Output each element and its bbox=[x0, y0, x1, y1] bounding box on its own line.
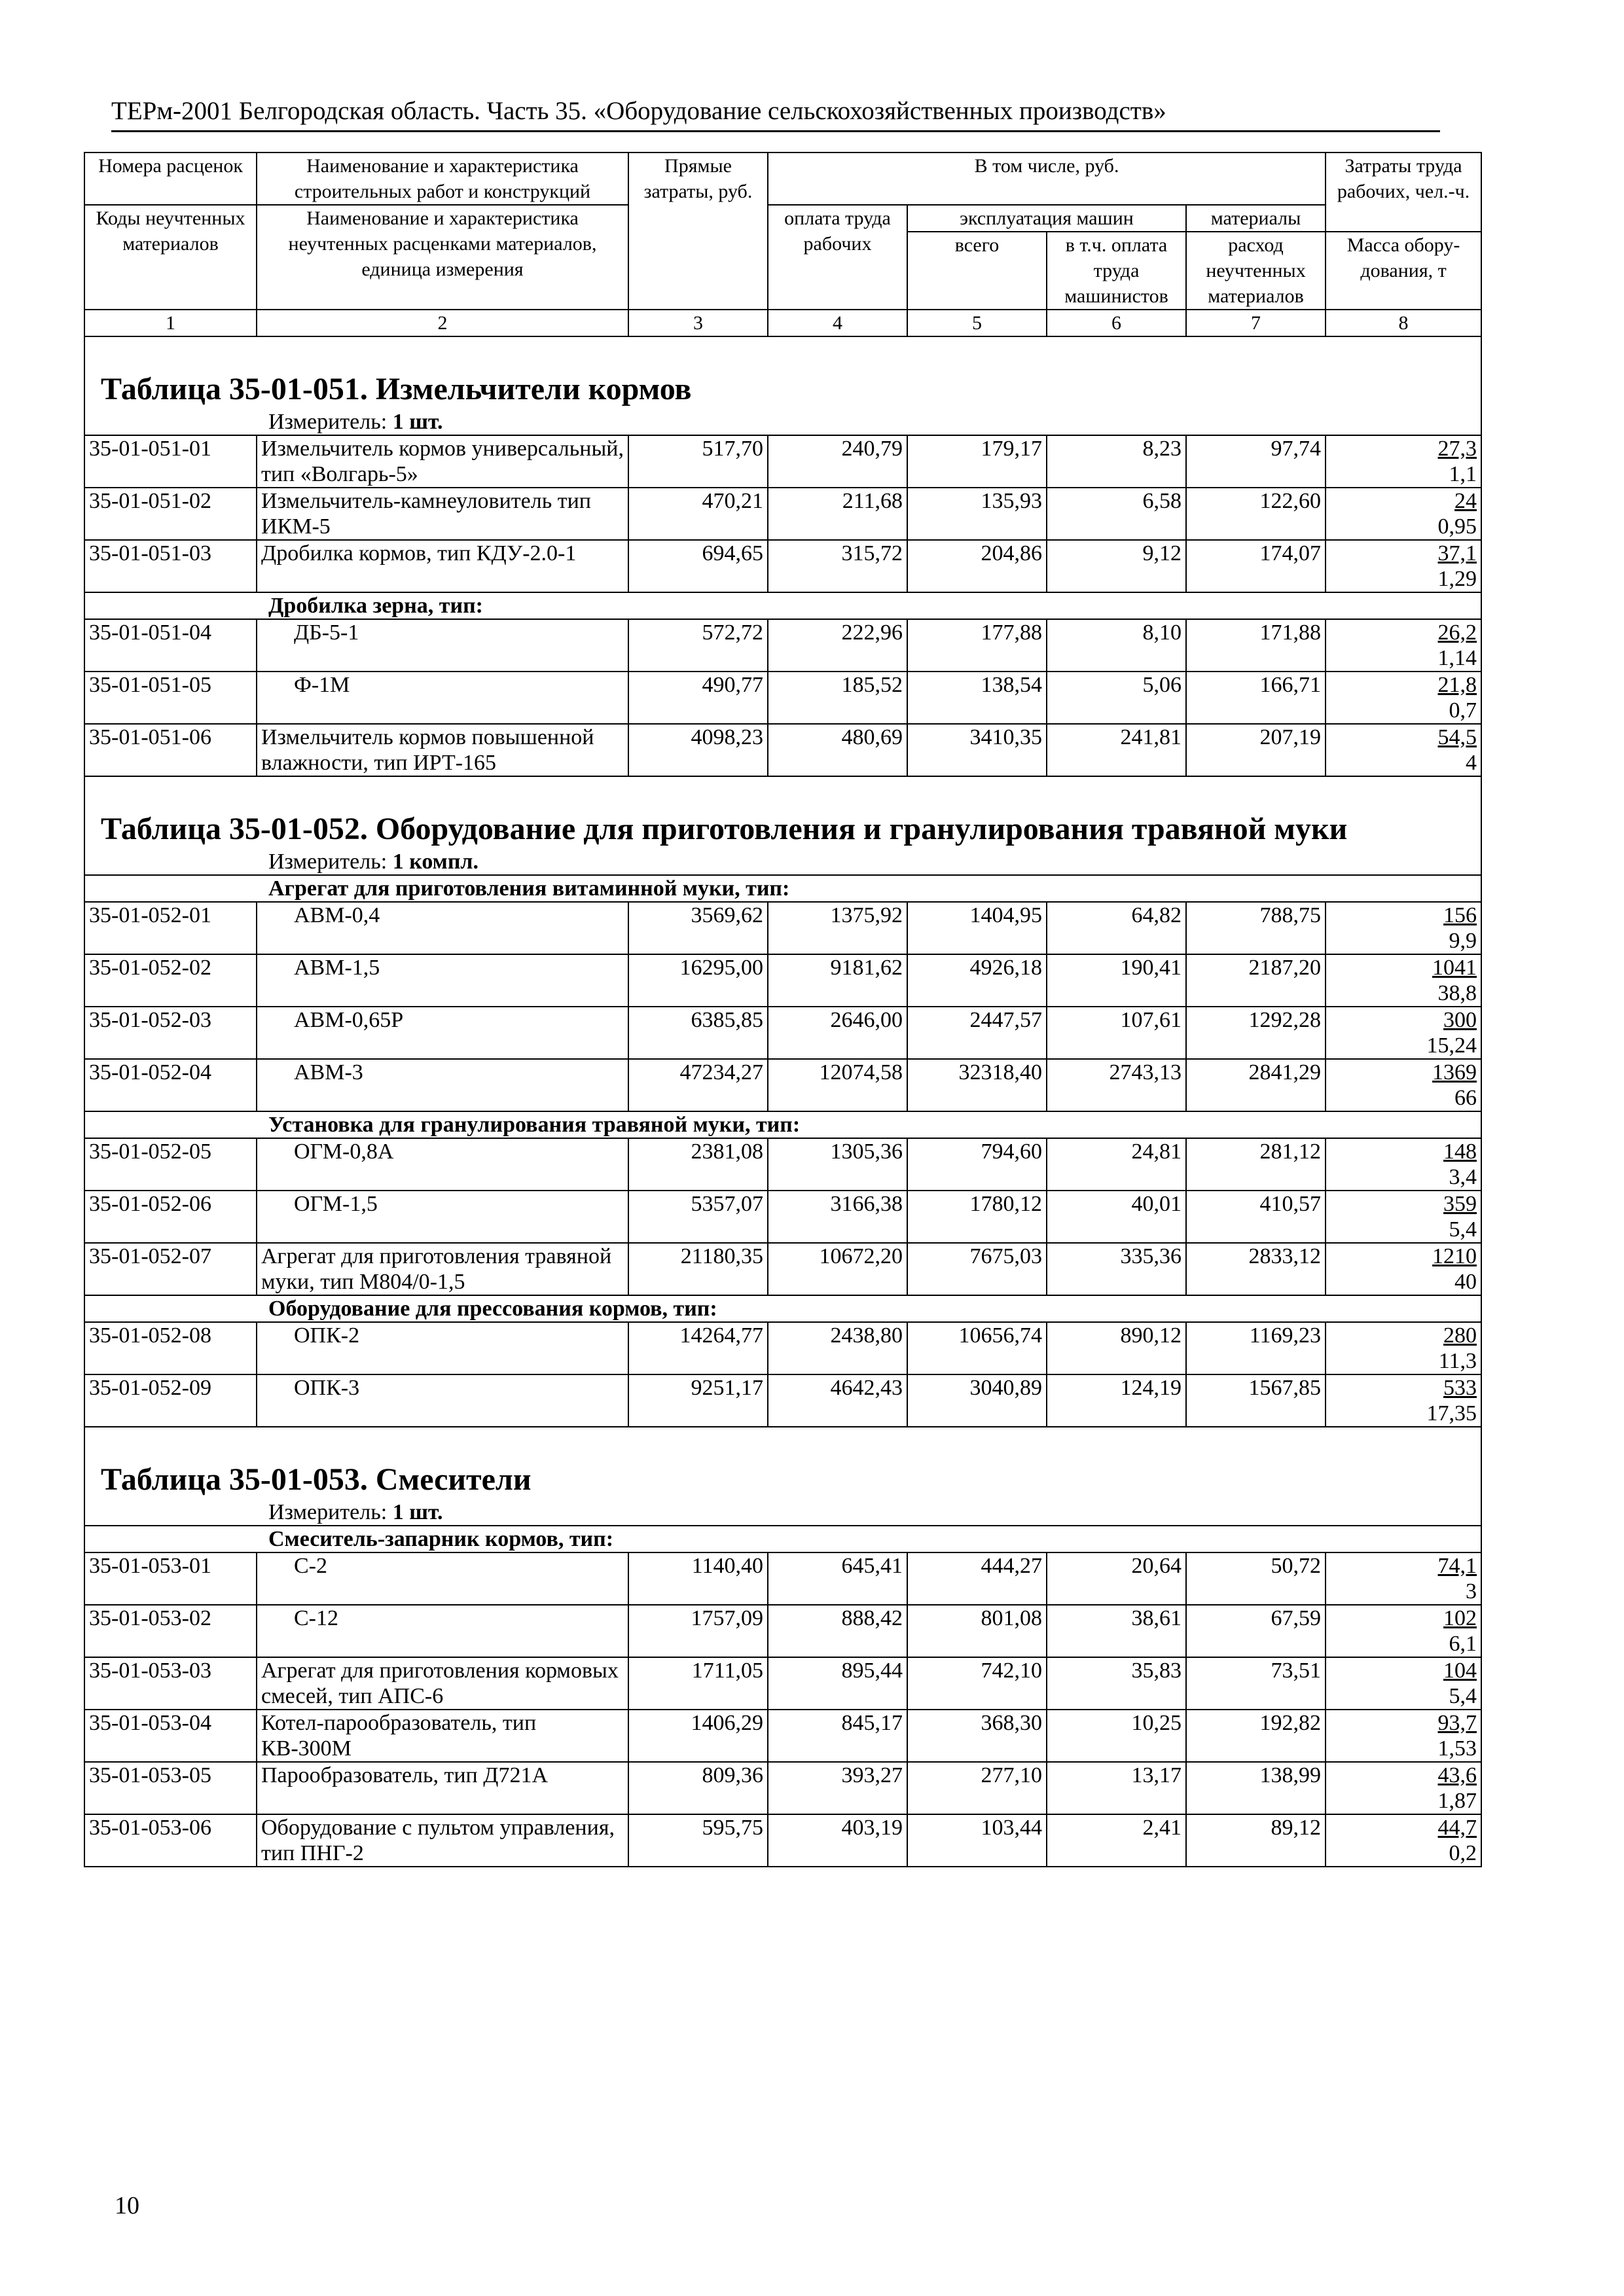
direct-costs: 16295,00 bbox=[628, 954, 768, 1007]
direct-costs: 1406,29 bbox=[628, 1710, 768, 1762]
rate-code: 35-01-053-03 bbox=[84, 1657, 257, 1710]
item-name: ОГМ-0,8А bbox=[257, 1138, 628, 1191]
machines-total: 742,10 bbox=[907, 1657, 1047, 1710]
item-name: АВМ-1,5 bbox=[257, 954, 628, 1007]
machines-total: 3040,89 bbox=[907, 1374, 1047, 1427]
table-row bbox=[84, 1552, 1481, 1605]
labor-and-mass bbox=[1326, 1243, 1481, 1295]
table-row bbox=[84, 435, 1481, 488]
item-name: С-2 bbox=[257, 1552, 628, 1605]
materials-cost: 1169,23 bbox=[1186, 1322, 1326, 1374]
col-materials-header: материалы bbox=[1186, 205, 1326, 232]
table-row bbox=[84, 954, 1481, 1007]
materials-cost: 207,19 bbox=[1186, 724, 1326, 776]
table-row bbox=[84, 1138, 1481, 1191]
col-unaccounted-materials-header: расход неучтенных материалов bbox=[1186, 232, 1326, 310]
labor-hours: 27,3 bbox=[1437, 437, 1477, 461]
item-name: Агрегат для приготовления кормовых смесей, тип АПС-6 bbox=[257, 1657, 628, 1710]
col-number: 4 bbox=[768, 310, 907, 336]
operator-pay: 6,58 bbox=[1047, 488, 1186, 540]
worker-pay: 1305,36 bbox=[768, 1138, 907, 1191]
labor-hours: 74,1 bbox=[1437, 1554, 1477, 1578]
measure-unit bbox=[84, 849, 1481, 875]
rate-code: 35-01-052-05 bbox=[84, 1138, 257, 1191]
labor-hours: 54,5 bbox=[1437, 725, 1477, 749]
item-name: Парообразователь, тип Д721А bbox=[257, 1762, 628, 1814]
worker-pay: 9181,62 bbox=[768, 954, 907, 1007]
rate-code: 35-01-051-05 bbox=[84, 672, 257, 724]
rate-code: 35-01-053-05 bbox=[84, 1762, 257, 1814]
operator-pay: 124,19 bbox=[1047, 1374, 1186, 1427]
equipment-mass: 17,35 bbox=[1426, 1401, 1477, 1426]
materials-cost: 174,07 bbox=[1186, 540, 1326, 592]
item-name: С-12 bbox=[257, 1605, 628, 1657]
col-material-codes-header: Коды неучтенных материалов bbox=[84, 205, 257, 310]
rate-code: 35-01-052-06 bbox=[84, 1191, 257, 1243]
direct-costs: 2381,08 bbox=[628, 1138, 768, 1191]
labor-hours: 1041 bbox=[1432, 956, 1477, 980]
measure-unit bbox=[84, 1499, 1481, 1526]
machines-total: 794,60 bbox=[907, 1138, 1047, 1191]
direct-costs: 809,36 bbox=[628, 1762, 768, 1814]
labor-and-mass bbox=[1326, 435, 1481, 488]
machines-total: 1780,12 bbox=[907, 1191, 1047, 1243]
group-heading: Агрегат для приготовления витаминной муки, тип: bbox=[84, 875, 1481, 902]
direct-costs: 1757,09 bbox=[628, 1605, 768, 1657]
equipment-mass: 1,87 bbox=[1437, 1789, 1477, 1813]
machines-total: 4926,18 bbox=[907, 954, 1047, 1007]
equipment-mass: 38,8 bbox=[1437, 981, 1477, 1005]
operator-pay: 8,23 bbox=[1047, 435, 1186, 488]
labor-hours: 300 bbox=[1443, 1008, 1477, 1032]
operator-pay: 8,10 bbox=[1047, 619, 1186, 672]
labor-and-mass bbox=[1326, 488, 1481, 540]
labor-hours: 43,6 bbox=[1437, 1763, 1477, 1787]
item-name: АВМ-0,65Р bbox=[257, 1007, 628, 1059]
labor-and-mass bbox=[1326, 1605, 1481, 1657]
item-name: Измельчитель-камнеуловитель тип ИКМ-5 bbox=[257, 488, 628, 540]
rate-code: 35-01-053-04 bbox=[84, 1710, 257, 1762]
labor-and-mass bbox=[1326, 1814, 1481, 1867]
worker-pay: 393,27 bbox=[768, 1762, 907, 1814]
table-title: Таблица 35-01-053. Смесители bbox=[101, 1462, 532, 1497]
operator-pay: 335,36 bbox=[1047, 1243, 1186, 1295]
table-section-title bbox=[84, 776, 1481, 849]
machines-total: 177,88 bbox=[907, 619, 1047, 672]
direct-costs: 6385,85 bbox=[628, 1007, 768, 1059]
labor-hours: 359 bbox=[1443, 1192, 1477, 1216]
col-number: 1 bbox=[84, 310, 257, 336]
table-row bbox=[84, 1191, 1481, 1243]
worker-pay: 10672,20 bbox=[768, 1243, 907, 1295]
operator-pay: 2,41 bbox=[1047, 1814, 1186, 1867]
machines-total: 1404,95 bbox=[907, 902, 1047, 954]
worker-pay: 845,17 bbox=[768, 1710, 907, 1762]
equipment-mass: 1,53 bbox=[1437, 1736, 1477, 1761]
equipment-mass: 0,7 bbox=[1449, 698, 1477, 723]
col-labor-hours-header: Затраты труда рабочих, чел.-ч. bbox=[1326, 152, 1481, 232]
col-equipment-mass-header: Масса обору-дования, т bbox=[1326, 232, 1481, 310]
table-title: Таблица 35-01-051. Измельчители кормов bbox=[101, 372, 692, 406]
item-name: Агрегат для приготовления травяной муки, тип М804/0-1,5 bbox=[257, 1243, 628, 1295]
materials-cost: 166,71 bbox=[1186, 672, 1326, 724]
labor-hours: 156 bbox=[1443, 903, 1477, 927]
rate-code: 35-01-051-02 bbox=[84, 488, 257, 540]
direct-costs: 572,72 bbox=[628, 619, 768, 672]
item-name: ОПК-3 bbox=[257, 1374, 628, 1427]
table-row bbox=[84, 1814, 1481, 1867]
equipment-mass: 40 bbox=[1454, 1270, 1477, 1294]
table-section-title bbox=[84, 1427, 1481, 1499]
equipment-mass: 9,9 bbox=[1449, 929, 1477, 953]
operator-pay: 13,17 bbox=[1047, 1762, 1186, 1814]
equipment-mass: 11,3 bbox=[1438, 1349, 1477, 1373]
materials-cost: 2833,12 bbox=[1186, 1243, 1326, 1295]
worker-pay: 3166,38 bbox=[768, 1191, 907, 1243]
direct-costs: 1711,05 bbox=[628, 1657, 768, 1710]
direct-costs: 470,21 bbox=[628, 488, 768, 540]
labor-and-mass bbox=[1326, 954, 1481, 1007]
materials-cost: 50,72 bbox=[1186, 1552, 1326, 1605]
labor-and-mass bbox=[1326, 1552, 1481, 1605]
col-material-name-header: Наименование и характеристика неучтенных расценками материалов, единица измерения bbox=[257, 205, 628, 310]
operator-pay: 107,61 bbox=[1047, 1007, 1186, 1059]
table-row bbox=[84, 488, 1481, 540]
table-row bbox=[84, 672, 1481, 724]
table-title: Таблица 35-01-052. Оборудование для приготовления и гранулирования травяной муки bbox=[101, 812, 1348, 846]
rate-code: 35-01-052-04 bbox=[84, 1059, 257, 1111]
table-row bbox=[84, 1605, 1481, 1657]
operator-pay: 24,81 bbox=[1047, 1138, 1186, 1191]
rate-code: 35-01-052-03 bbox=[84, 1007, 257, 1059]
equipment-mass: 3,4 bbox=[1449, 1165, 1477, 1189]
col-number: 3 bbox=[628, 310, 768, 336]
table-row bbox=[84, 1657, 1481, 1710]
operator-pay: 35,83 bbox=[1047, 1657, 1186, 1710]
materials-cost: 788,75 bbox=[1186, 902, 1326, 954]
group-heading: Смеситель-запарник кормов, тип: bbox=[84, 1526, 1481, 1552]
direct-costs: 1140,40 bbox=[628, 1552, 768, 1605]
labor-and-mass bbox=[1326, 1322, 1481, 1374]
col-number: 7 bbox=[1186, 310, 1326, 336]
equipment-mass: 5,4 bbox=[1449, 1217, 1477, 1242]
rate-code: 35-01-051-03 bbox=[84, 540, 257, 592]
equipment-mass: 0,95 bbox=[1437, 514, 1477, 539]
worker-pay: 888,42 bbox=[768, 1605, 907, 1657]
labor-hours: 24 bbox=[1454, 489, 1477, 513]
labor-and-mass bbox=[1326, 672, 1481, 724]
labor-and-mass bbox=[1326, 1059, 1481, 1111]
col-machines-total-header: всего bbox=[907, 232, 1047, 310]
operator-pay: 2743,13 bbox=[1047, 1059, 1186, 1111]
equipment-mass: 66 bbox=[1454, 1086, 1477, 1110]
direct-costs: 21180,35 bbox=[628, 1243, 768, 1295]
item-name: Ф-1М bbox=[257, 672, 628, 724]
rate-code: 35-01-053-06 bbox=[84, 1814, 257, 1867]
table-row bbox=[84, 1243, 1481, 1295]
col-number: 2 bbox=[257, 310, 628, 336]
operator-pay: 64,82 bbox=[1047, 902, 1186, 954]
labor-hours: 1369 bbox=[1432, 1060, 1477, 1085]
col-number: 8 bbox=[1326, 310, 1481, 336]
group-heading: Установка для гранулирования травяной муки, тип: bbox=[84, 1111, 1481, 1138]
direct-costs: 14264,77 bbox=[628, 1322, 768, 1374]
worker-pay: 480,69 bbox=[768, 724, 907, 776]
labor-hours: 21,8 bbox=[1437, 673, 1477, 697]
table-row bbox=[84, 724, 1481, 776]
operator-pay: 40,01 bbox=[1047, 1191, 1186, 1243]
labor-hours: 44,7 bbox=[1437, 1816, 1477, 1840]
labor-and-mass bbox=[1326, 1762, 1481, 1814]
measure-unit bbox=[84, 409, 1481, 435]
machines-total: 32318,40 bbox=[907, 1059, 1047, 1111]
direct-costs: 5357,07 bbox=[628, 1191, 768, 1243]
worker-pay: 1375,92 bbox=[768, 902, 907, 954]
equipment-mass: 4 bbox=[1466, 751, 1477, 775]
worker-pay: 211,68 bbox=[768, 488, 907, 540]
labor-hours: 37,1 bbox=[1437, 541, 1477, 565]
labor-and-mass bbox=[1326, 1191, 1481, 1243]
equipment-mass: 15,24 bbox=[1426, 1033, 1477, 1058]
item-name: Котел-парообразователь, тип КВ-300М bbox=[257, 1710, 628, 1762]
operator-pay: 20,64 bbox=[1047, 1552, 1186, 1605]
materials-cost: 281,12 bbox=[1186, 1138, 1326, 1191]
table-section-title bbox=[84, 336, 1481, 409]
equipment-mass: 5,4 bbox=[1449, 1684, 1477, 1708]
materials-cost: 2841,29 bbox=[1186, 1059, 1326, 1111]
direct-costs: 9251,17 bbox=[628, 1374, 768, 1427]
materials-cost: 89,12 bbox=[1186, 1814, 1326, 1867]
labor-and-mass bbox=[1326, 1374, 1481, 1427]
labor-hours: 148 bbox=[1443, 1139, 1477, 1164]
item-name: АВМ-3 bbox=[257, 1059, 628, 1111]
page-number: 10 bbox=[115, 2192, 139, 2219]
labor-and-mass bbox=[1326, 1710, 1481, 1762]
equipment-mass: 1,1 bbox=[1449, 462, 1477, 486]
col-number: 5 bbox=[907, 310, 1047, 336]
item-name: ОПК-2 bbox=[257, 1322, 628, 1374]
item-name: Дробилка кормов, тип КДУ-2.0-1 bbox=[257, 540, 628, 592]
col-number: 6 bbox=[1047, 310, 1186, 336]
rate-code: 35-01-052-01 bbox=[84, 902, 257, 954]
item-name: Оборудование с пультом управления, тип ПНГ-2 bbox=[257, 1814, 628, 1867]
labor-and-mass bbox=[1326, 1657, 1481, 1710]
machines-total: 179,17 bbox=[907, 435, 1047, 488]
rate-code: 35-01-052-02 bbox=[84, 954, 257, 1007]
labor-hours: 104 bbox=[1443, 1659, 1477, 1683]
worker-pay: 895,44 bbox=[768, 1657, 907, 1710]
table-row bbox=[84, 540, 1481, 592]
measure-value: 1 компл. bbox=[392, 850, 479, 874]
rates-table bbox=[84, 152, 1482, 1867]
machines-total: 135,93 bbox=[907, 488, 1047, 540]
col-work-name-header: Наименование и характеристика строительных работ и конструкций bbox=[257, 152, 628, 205]
materials-cost: 410,57 bbox=[1186, 1191, 1326, 1243]
labor-and-mass bbox=[1326, 902, 1481, 954]
measure-value: 1 шт. bbox=[392, 1500, 443, 1524]
table-row bbox=[84, 1059, 1481, 1111]
machines-total: 103,44 bbox=[907, 1814, 1047, 1867]
operator-pay: 5,06 bbox=[1047, 672, 1186, 724]
group-heading: Оборудование для прессования кормов, тип: bbox=[84, 1295, 1481, 1322]
materials-cost: 1567,85 bbox=[1186, 1374, 1326, 1427]
worker-pay: 12074,58 bbox=[768, 1059, 907, 1111]
worker-pay: 222,96 bbox=[768, 619, 907, 672]
materials-cost: 192,82 bbox=[1186, 1710, 1326, 1762]
machines-total: 368,30 bbox=[907, 1710, 1047, 1762]
rate-code: 35-01-051-04 bbox=[84, 619, 257, 672]
item-name: АВМ-0,4 bbox=[257, 902, 628, 954]
rate-code: 35-01-052-09 bbox=[84, 1374, 257, 1427]
labor-hours: 280 bbox=[1443, 1323, 1477, 1348]
materials-cost: 97,74 bbox=[1186, 435, 1326, 488]
operator-pay: 241,81 bbox=[1047, 724, 1186, 776]
table-row bbox=[84, 1710, 1481, 1762]
direct-costs: 47234,27 bbox=[628, 1059, 768, 1111]
col-including-header: В том числе, руб. bbox=[768, 152, 1326, 205]
machines-total: 444,27 bbox=[907, 1552, 1047, 1605]
machines-total: 7675,03 bbox=[907, 1243, 1047, 1295]
worker-pay: 645,41 bbox=[768, 1552, 907, 1605]
machines-total: 3410,35 bbox=[907, 724, 1047, 776]
table-row bbox=[84, 619, 1481, 672]
rate-code: 35-01-053-01 bbox=[84, 1552, 257, 1605]
labor-hours: 102 bbox=[1443, 1606, 1477, 1630]
labor-and-mass bbox=[1326, 1138, 1481, 1191]
labor-hours: 93,7 bbox=[1437, 1711, 1477, 1735]
equipment-mass: 3 bbox=[1466, 1579, 1477, 1604]
col-direct-costs-header: Прямые затраты, руб. bbox=[628, 152, 768, 310]
machines-total: 801,08 bbox=[907, 1605, 1047, 1657]
measure-label: Измеритель: bbox=[268, 850, 388, 874]
machines-total: 277,10 bbox=[907, 1762, 1047, 1814]
materials-cost: 138,99 bbox=[1186, 1762, 1326, 1814]
worker-pay: 2646,00 bbox=[768, 1007, 907, 1059]
labor-and-mass bbox=[1326, 1007, 1481, 1059]
measure-value: 1 шт. bbox=[392, 410, 443, 434]
operator-pay: 9,12 bbox=[1047, 540, 1186, 592]
item-name: ОГМ-1,5 bbox=[257, 1191, 628, 1243]
direct-costs: 490,77 bbox=[628, 672, 768, 724]
rate-code: 35-01-051-01 bbox=[84, 435, 257, 488]
worker-pay: 240,79 bbox=[768, 435, 907, 488]
operator-pay: 190,41 bbox=[1047, 954, 1186, 1007]
running-header: ТЕРм-2001 Белгородская область. Часть 35. «Оборудование сельскохозяйственных производств» bbox=[111, 95, 1440, 132]
machines-total: 10656,74 bbox=[907, 1322, 1047, 1374]
worker-pay: 185,52 bbox=[768, 672, 907, 724]
operator-pay: 38,61 bbox=[1047, 1605, 1186, 1657]
worker-pay: 403,19 bbox=[768, 1814, 907, 1867]
worker-pay: 4642,43 bbox=[768, 1374, 907, 1427]
col-operator-pay-header: в т.ч. оплата труда машинистов bbox=[1047, 232, 1186, 310]
rate-code: 35-01-051-06 bbox=[84, 724, 257, 776]
labor-hours: 533 bbox=[1443, 1376, 1477, 1400]
materials-cost: 1292,28 bbox=[1186, 1007, 1326, 1059]
table-row bbox=[84, 1007, 1481, 1059]
rate-code: 35-01-053-02 bbox=[84, 1605, 257, 1657]
worker-pay: 315,72 bbox=[768, 540, 907, 592]
materials-cost: 67,59 bbox=[1186, 1605, 1326, 1657]
measure-label: Измеритель: bbox=[268, 410, 388, 434]
group-heading: Дробилка зерна, тип: bbox=[84, 592, 1481, 619]
col-machines-header: эксплуатация машин bbox=[907, 205, 1186, 232]
operator-pay: 10,25 bbox=[1047, 1710, 1186, 1762]
labor-and-mass bbox=[1326, 540, 1481, 592]
labor-hours: 1210 bbox=[1432, 1244, 1477, 1268]
table-row bbox=[84, 1762, 1481, 1814]
col-worker-pay-header: оплата труда рабочих bbox=[768, 205, 907, 310]
labor-hours: 26,2 bbox=[1437, 620, 1477, 645]
direct-costs: 595,75 bbox=[628, 1814, 768, 1867]
direct-costs: 694,65 bbox=[628, 540, 768, 592]
item-name: Измельчитель кормов универсальный, тип «Волгарь-5» bbox=[257, 435, 628, 488]
item-name: Измельчитель кормов повышенной влажности, тип ИРТ-165 bbox=[257, 724, 628, 776]
equipment-mass: 0,2 bbox=[1449, 1841, 1477, 1865]
item-name: ДБ-5-1 bbox=[257, 619, 628, 672]
equipment-mass: 1,14 bbox=[1437, 646, 1477, 670]
table-row bbox=[84, 1322, 1481, 1374]
equipment-mass: 6,1 bbox=[1449, 1632, 1477, 1656]
machines-total: 204,86 bbox=[907, 540, 1047, 592]
machines-total: 138,54 bbox=[907, 672, 1047, 724]
operator-pay: 890,12 bbox=[1047, 1322, 1186, 1374]
materials-cost: 73,51 bbox=[1186, 1657, 1326, 1710]
machines-total: 2447,57 bbox=[907, 1007, 1047, 1059]
worker-pay: 2438,80 bbox=[768, 1322, 907, 1374]
direct-costs: 4098,23 bbox=[628, 724, 768, 776]
measure-label: Измеритель: bbox=[268, 1500, 388, 1524]
labor-and-mass bbox=[1326, 619, 1481, 672]
labor-and-mass bbox=[1326, 724, 1481, 776]
materials-cost: 2187,20 bbox=[1186, 954, 1326, 1007]
col-rate-numbers-header: Номера расценок bbox=[84, 152, 257, 205]
materials-cost: 122,60 bbox=[1186, 488, 1326, 540]
table-row bbox=[84, 902, 1481, 954]
rate-code: 35-01-052-07 bbox=[84, 1243, 257, 1295]
rate-code: 35-01-052-08 bbox=[84, 1322, 257, 1374]
equipment-mass: 1,29 bbox=[1437, 567, 1477, 591]
table-row bbox=[84, 1374, 1481, 1427]
direct-costs: 517,70 bbox=[628, 435, 768, 488]
direct-costs: 3569,62 bbox=[628, 902, 768, 954]
materials-cost: 171,88 bbox=[1186, 619, 1326, 672]
